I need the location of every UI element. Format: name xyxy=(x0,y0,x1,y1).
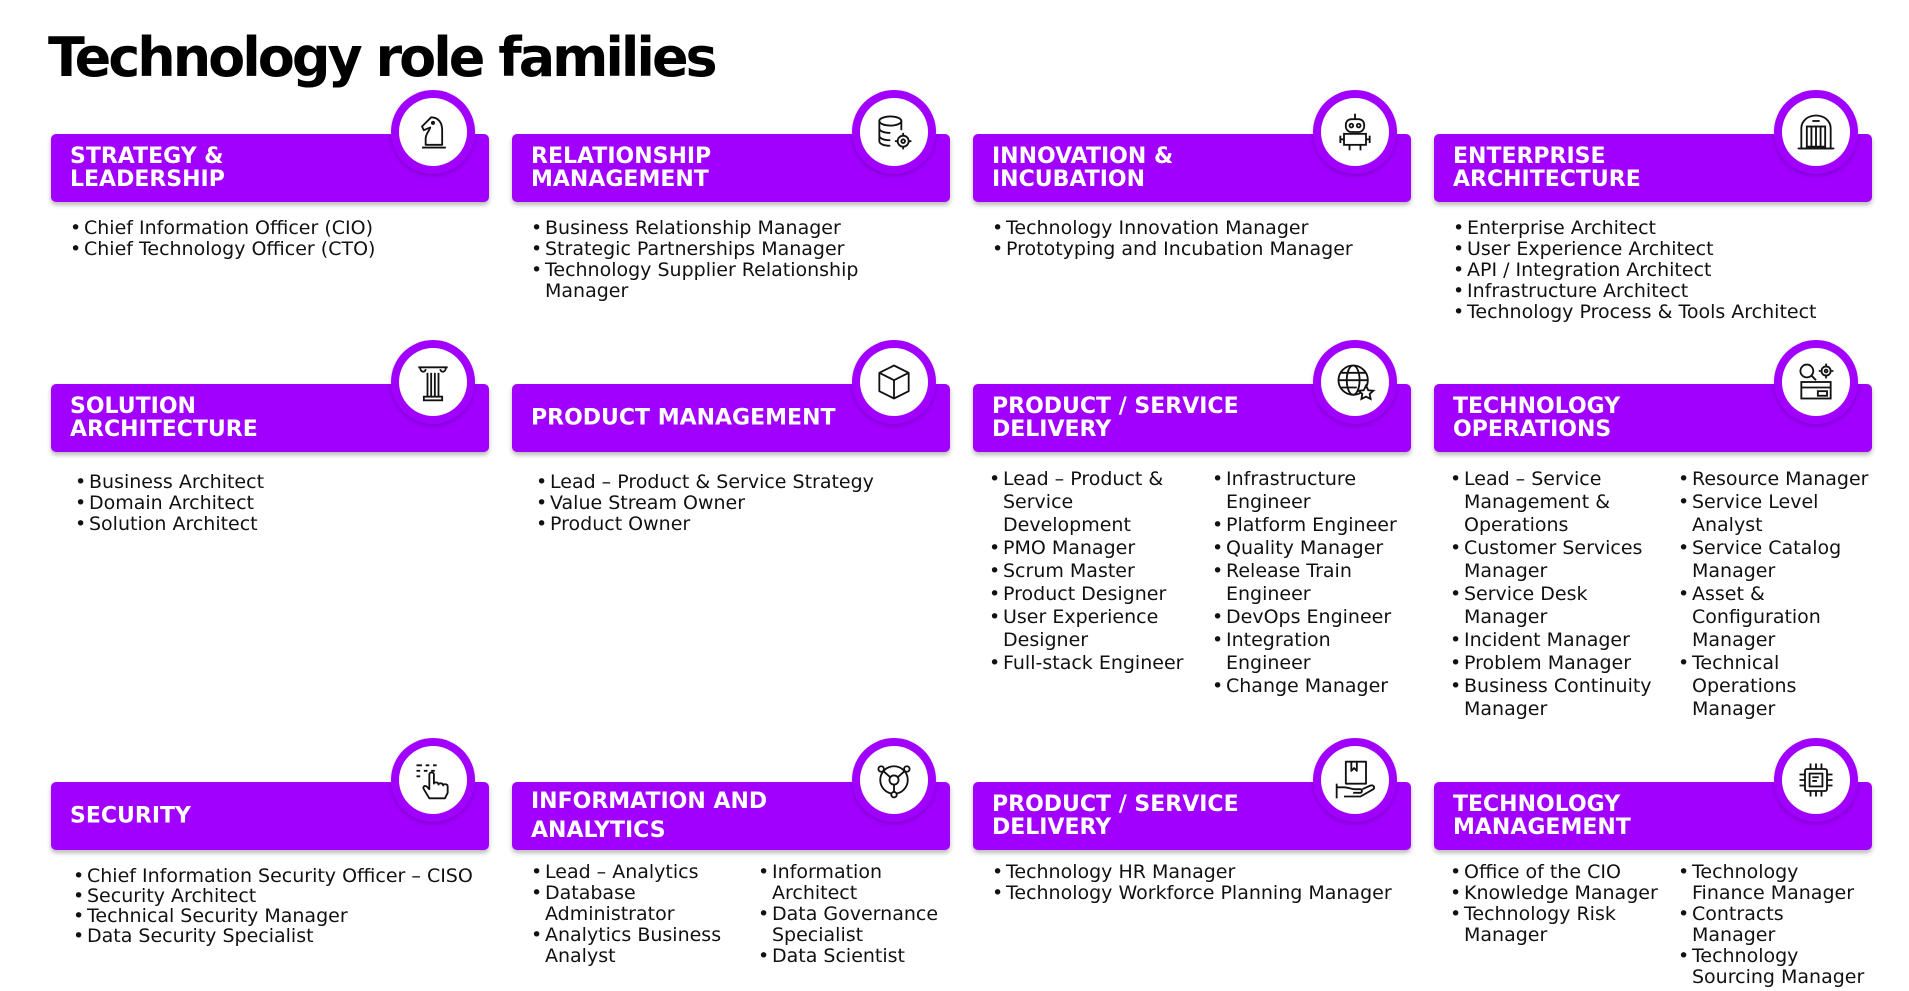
card-banner xyxy=(512,782,950,850)
list-item: • Security Architect xyxy=(73,886,485,906)
card-label: SECURITY xyxy=(70,803,191,829)
list-item: • Chief Technology Officer (CTO) xyxy=(70,239,485,260)
icon-badge xyxy=(391,90,475,174)
card-label: RELATIONSHIP MANAGEMENT xyxy=(531,144,712,192)
role-list xyxy=(1450,468,1665,721)
list-item: • Lead – Service Management & Operations xyxy=(1450,468,1665,537)
role-list xyxy=(1453,218,1868,323)
role-list xyxy=(992,862,1407,904)
list-item: • Business Relationship Manager xyxy=(531,218,891,239)
list-item: • API / Integration Architect xyxy=(1453,260,1868,281)
list-item: • Technical Operations Manager xyxy=(1678,652,1872,721)
card-banner xyxy=(512,134,950,202)
list-item: • Chief Information Security Officer – CISO xyxy=(73,866,485,886)
list-item: • Technology Process & Tools Architect xyxy=(1453,302,1868,323)
icon-badge xyxy=(852,340,936,424)
list-item: • Full-stack Engineer xyxy=(989,652,1199,675)
list-item: • Infrastructure Architect xyxy=(1453,281,1868,302)
list-item: • Business Continuity Manager xyxy=(1450,675,1665,721)
card-label: STRATEGY & LEADERSHIP xyxy=(70,144,225,192)
list-item: • Enterprise Architect xyxy=(1453,218,1868,239)
list-item: • Business Architect xyxy=(75,472,485,493)
list-item: • Technology Risk Manager xyxy=(1450,904,1670,946)
role-list xyxy=(73,866,485,946)
list-item: • Technology Innovation Manager xyxy=(992,218,1407,239)
card-label: TECHNOLOGY OPERATIONS xyxy=(1453,394,1621,442)
card-banner xyxy=(51,384,489,452)
list-item: • Lead – Product & Service Development xyxy=(989,468,1199,537)
robot-icon xyxy=(1333,110,1377,154)
role-list xyxy=(1678,862,1872,988)
list-item: • Contracts Manager xyxy=(1678,904,1872,946)
role-list xyxy=(70,218,485,260)
icon-badge xyxy=(1313,340,1397,424)
list-item: • Scrum Master xyxy=(989,560,1199,583)
chess-knight-icon xyxy=(411,110,455,154)
list-item: • Data Security Specialist xyxy=(73,926,485,946)
card-label: ENTERPRISE ARCHITECTURE xyxy=(1453,144,1641,192)
role-list xyxy=(75,472,485,535)
role-list xyxy=(536,472,946,535)
list-item: • Release Train Engineer xyxy=(1212,560,1411,606)
card-label: PRODUCT MANAGEMENT xyxy=(531,405,836,431)
database-gear-icon xyxy=(872,110,916,154)
role-list xyxy=(989,468,1199,675)
icon-badge xyxy=(852,738,936,822)
card-banner xyxy=(1434,782,1872,850)
touch-hand-icon xyxy=(411,758,455,802)
list-item: • Technology HR Manager xyxy=(992,862,1407,883)
list-item: • Data Scientist xyxy=(758,946,950,967)
hand-book-icon xyxy=(1333,758,1377,802)
column-icon xyxy=(411,360,455,404)
list-item: • Strategic Partnerships Manager xyxy=(531,239,891,260)
card-label: INNOVATION & INCUBATION xyxy=(992,144,1174,192)
card-label: INFORMATION AND ANALYTICS xyxy=(531,789,768,843)
card-banner xyxy=(973,134,1411,202)
card-banner xyxy=(973,782,1411,850)
card-label: PRODUCT / SERVICE DELIVERY xyxy=(992,792,1239,840)
icon-badge xyxy=(852,90,936,174)
role-list xyxy=(758,862,950,967)
card-banner xyxy=(51,782,489,850)
network-nodes-icon xyxy=(872,758,916,802)
icon-badge xyxy=(391,738,475,822)
icon-badge xyxy=(1313,90,1397,174)
search-gear-icon xyxy=(1794,360,1838,404)
list-item: • Technical Security Manager xyxy=(73,906,485,926)
card-banner xyxy=(1434,134,1872,202)
list-item: • Asset & Configuration Manager xyxy=(1678,583,1872,652)
card-label: TECHNOLOGY MANAGEMENT xyxy=(1453,792,1631,840)
list-item: • Technology Finance Manager xyxy=(1678,862,1872,904)
list-item: • PMO Manager xyxy=(989,537,1199,560)
list-item: • Data Governance Specialist xyxy=(758,904,950,946)
list-item: • Platform Engineer xyxy=(1212,514,1411,537)
card-label: SOLUTION ARCHITECTURE xyxy=(70,394,258,442)
icon-badge xyxy=(1774,340,1858,424)
list-item: • Solution Architect xyxy=(75,514,485,535)
page-title: Technology role families xyxy=(48,26,715,89)
list-item: • Technology Sourcing Manager xyxy=(1678,946,1872,988)
list-item: • Problem Manager xyxy=(1450,652,1665,675)
icon-badge xyxy=(1313,738,1397,822)
role-list xyxy=(1678,468,1872,721)
list-item: • Product Owner xyxy=(536,514,946,535)
role-list xyxy=(531,218,891,302)
card-banner xyxy=(1434,384,1872,452)
role-list xyxy=(531,862,736,967)
card-label: PRODUCT / SERVICE DELIVERY xyxy=(992,394,1239,442)
list-item: • Service Catalog Manager xyxy=(1678,537,1872,583)
list-item: • User Experience Designer xyxy=(989,606,1199,652)
role-list xyxy=(1450,862,1670,946)
list-item: • DevOps Engineer xyxy=(1212,606,1411,629)
card-banner xyxy=(973,384,1411,452)
list-item: • Service Level Analyst xyxy=(1678,491,1872,537)
chip-icon xyxy=(1794,758,1838,802)
list-item: • User Experience Architect xyxy=(1453,239,1868,260)
list-item: • Quality Manager xyxy=(1212,537,1411,560)
building-icon xyxy=(1794,110,1838,154)
list-item: • Incident Manager xyxy=(1450,629,1665,652)
list-item: • Technology Workforce Planning Manager xyxy=(992,883,1407,904)
list-item: • Integration Engineer xyxy=(1212,629,1411,675)
list-item: • Office of the CIO xyxy=(1450,862,1670,883)
icon-badge xyxy=(1774,90,1858,174)
role-list xyxy=(992,218,1407,260)
list-item: • Information Architect xyxy=(758,862,950,904)
list-item: • Analytics Business Analyst xyxy=(531,925,736,967)
list-item: • Customer Services Manager xyxy=(1450,537,1665,583)
cube-icon xyxy=(872,360,916,404)
card-banner xyxy=(51,134,489,202)
list-item: • Change Manager xyxy=(1212,675,1411,698)
list-item: • Technology Supplier Relationship Manager xyxy=(531,260,891,302)
list-item: • Knowledge Manager xyxy=(1450,883,1670,904)
role-list xyxy=(1212,468,1411,698)
list-item: • Value Stream Owner xyxy=(536,493,946,514)
list-item: • Service Desk Manager xyxy=(1450,583,1665,629)
globe-star-icon xyxy=(1333,360,1377,404)
list-item: • Lead – Analytics xyxy=(531,862,736,883)
list-item: • Database Administrator xyxy=(531,883,736,925)
icon-badge xyxy=(1774,738,1858,822)
list-item: • Prototyping and Incubation Manager xyxy=(992,239,1407,260)
list-item: • Domain Architect xyxy=(75,493,485,514)
list-item: • Infrastructure Engineer xyxy=(1212,468,1411,514)
list-item: • Lead – Product & Service Strategy xyxy=(536,472,946,493)
card-banner xyxy=(512,384,950,452)
list-item: • Resource Manager xyxy=(1678,468,1872,491)
list-item: • Product Designer xyxy=(989,583,1199,606)
icon-badge xyxy=(391,340,475,424)
list-item: • Chief Information Officer (CIO) xyxy=(70,218,485,239)
